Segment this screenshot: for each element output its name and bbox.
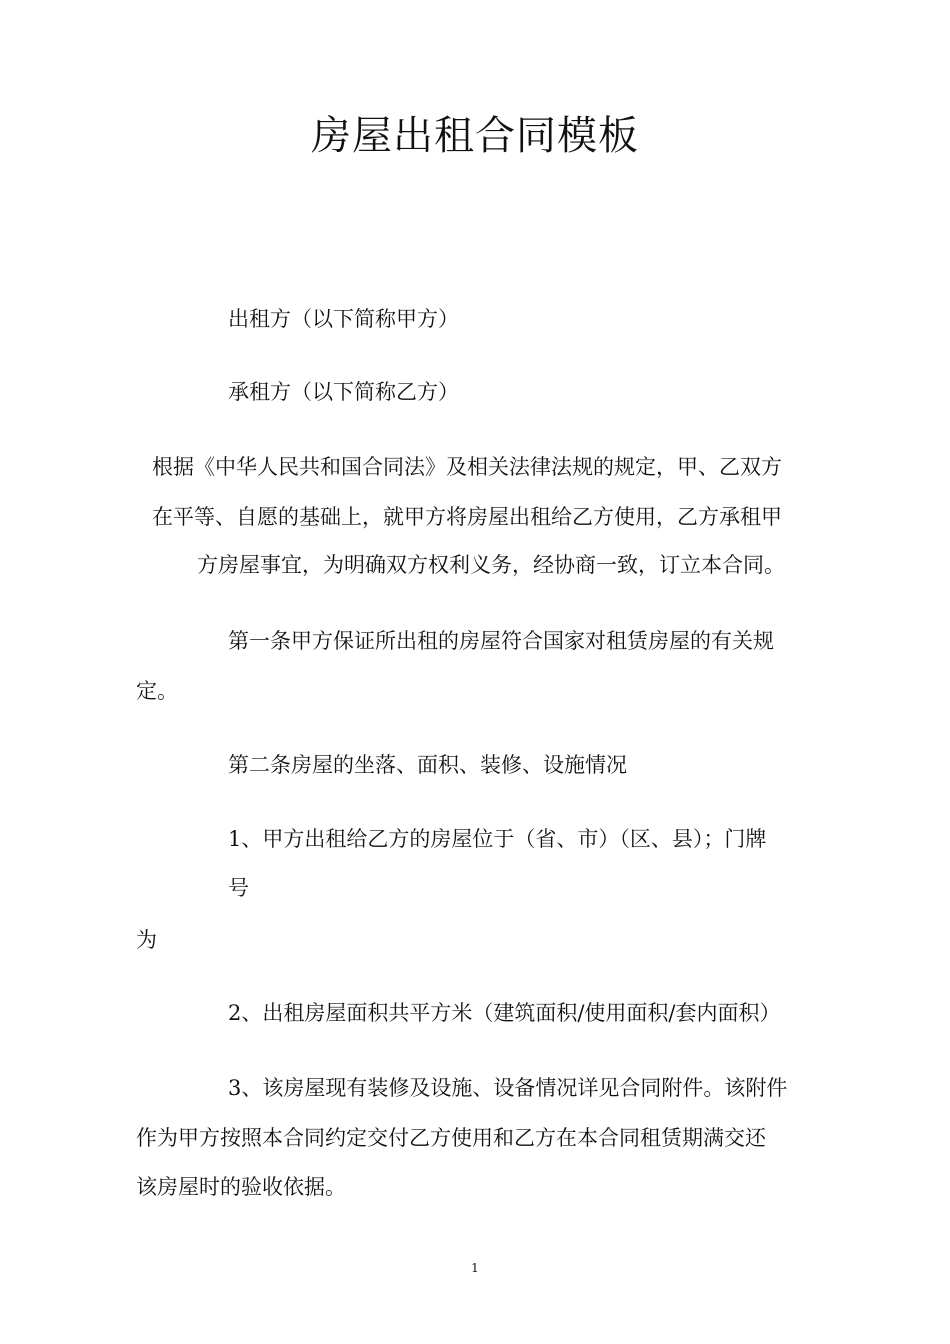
- article-1-line-2: 定。: [136, 679, 178, 703]
- lessor-line: 出租方（以下简称甲方）: [228, 307, 459, 331]
- article-2-heading: 第二条房屋的坐落、面积、装修、设施情况: [228, 753, 627, 777]
- preamble-line-3: 方房屋事宜，为明确双方权利义务，经协商一致，订立本合同。: [197, 553, 785, 577]
- article-2-item-3-line-2: 作为甲方按照本合同约定交付乙方使用和乙方在本合同租赁期满交还: [136, 1126, 766, 1150]
- document-title: 房屋出租合同模板: [311, 113, 639, 159]
- lessee-line: 承租方（以下简称乙方）: [228, 380, 459, 404]
- article-2-item-3-line-3: 该房屋时的验收依据。: [136, 1175, 346, 1199]
- article-2-item-1-line-1: 1、甲方出租给乙方的房屋位于（省、市）（区、县）；门牌: [228, 827, 767, 851]
- preamble-line-1: 根据《中华人民共和国合同法》及相关法律法规的规定，甲、乙双方: [152, 455, 782, 479]
- preamble-line-2: 在平等、自愿的基础上，就甲方将房屋出租给乙方使用，乙方承租甲: [152, 505, 782, 529]
- article-2-item-1-line-3: 为: [136, 928, 157, 952]
- article-2-item-3-line-1: 3、该房屋现有装修及设施、设备情况详见合同附件。该附件: [228, 1076, 788, 1100]
- article-1-line-1: 第一条甲方保证所出租的房屋符合国家对租赁房屋的有关规: [228, 629, 774, 653]
- article-2-item-1-line-2: 号: [228, 876, 249, 900]
- page-number: 1: [471, 1261, 479, 1275]
- article-2-item-2: 2、出租房屋面积共平方米（建筑面积/使用面积/套内面积）: [228, 1001, 781, 1025]
